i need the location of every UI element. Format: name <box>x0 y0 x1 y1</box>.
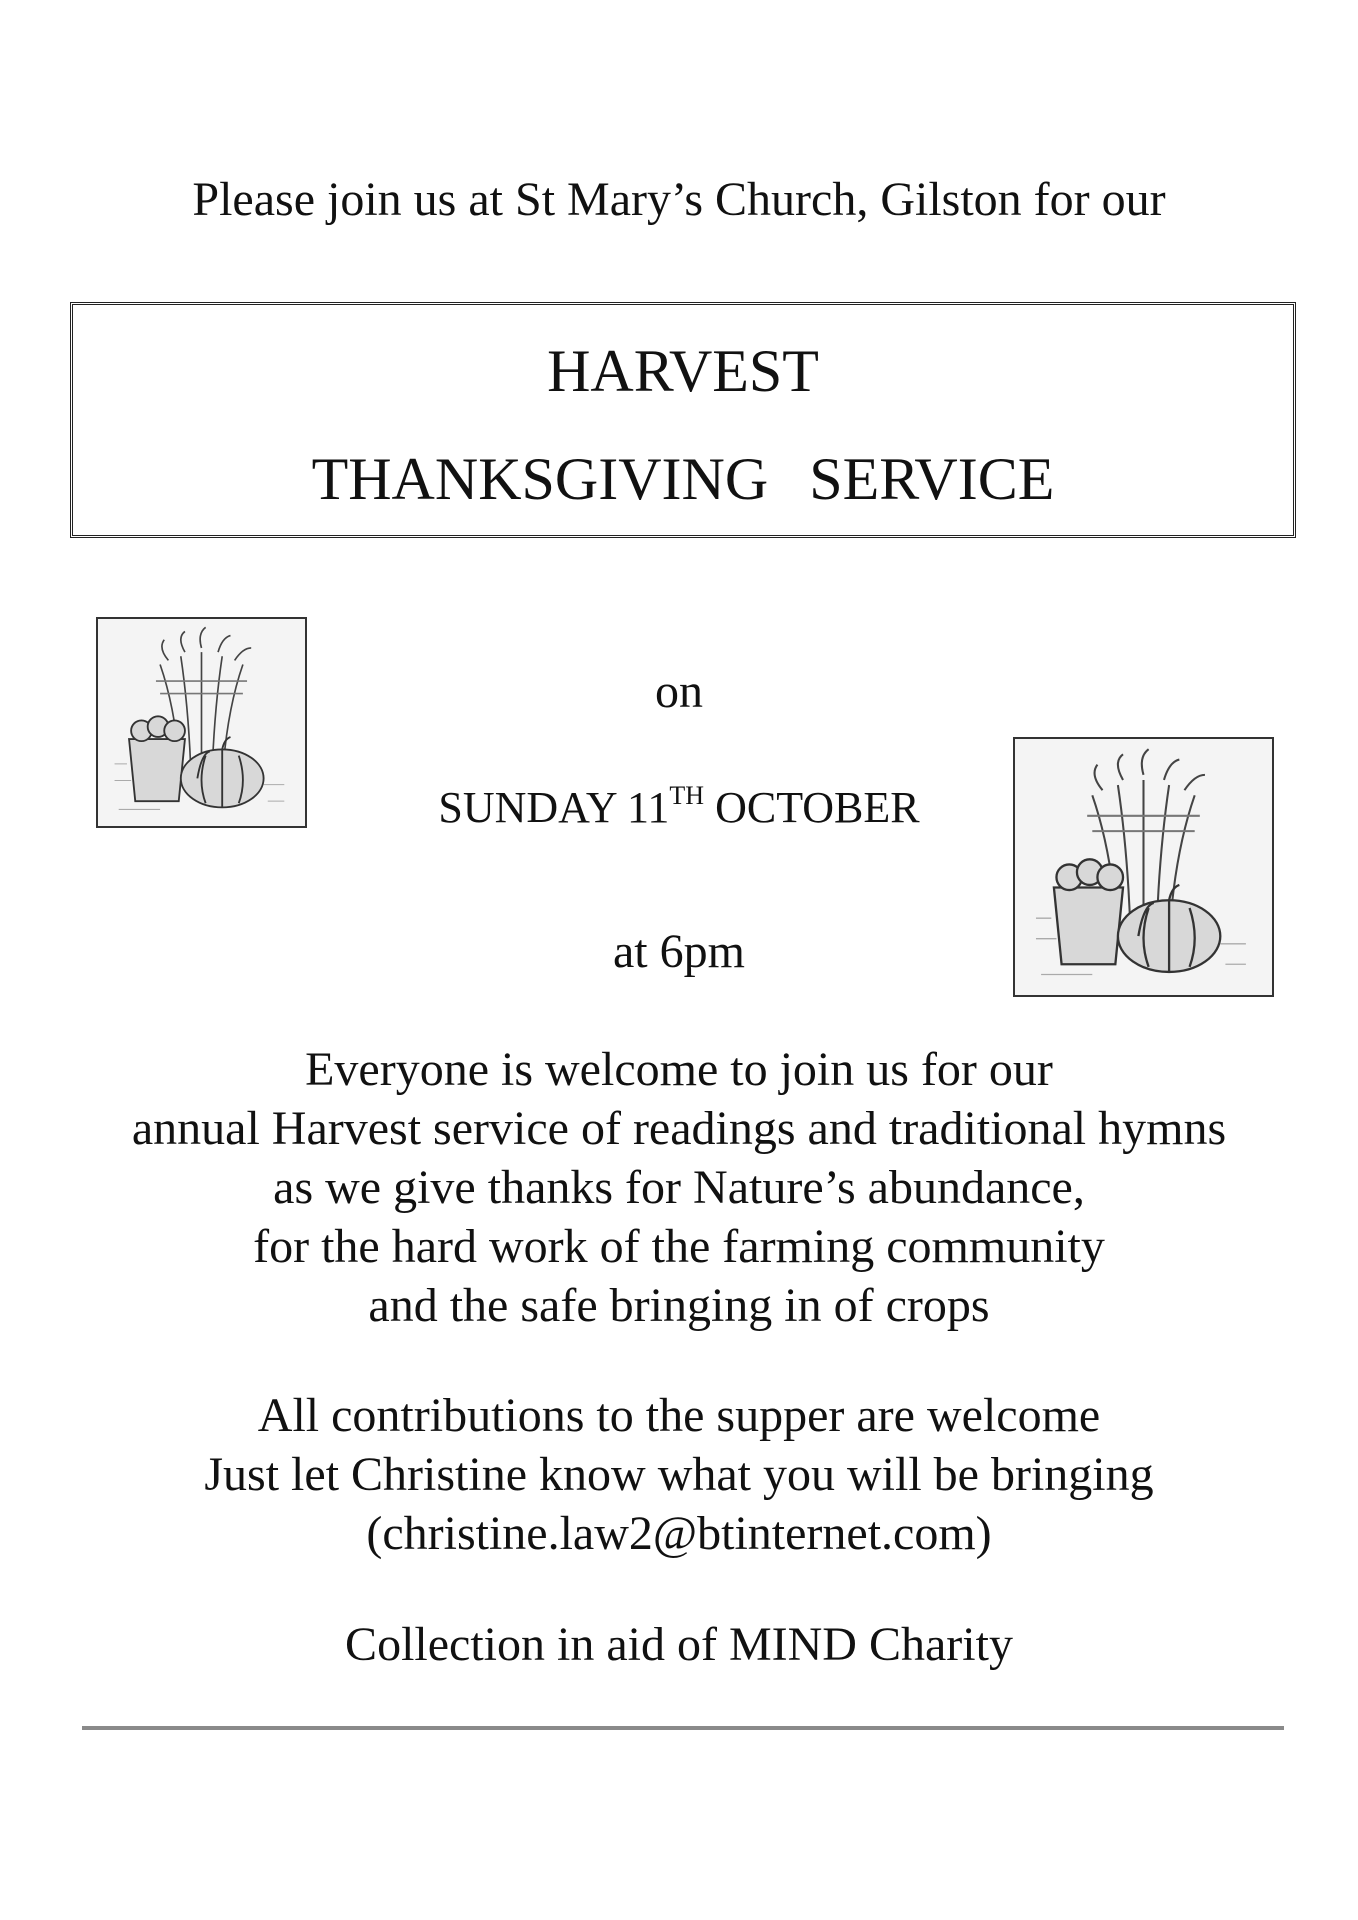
title-box <box>70 302 1296 538</box>
supper-paragraph <box>0 1386 1358 1563</box>
title-line-1: HARVEST <box>547 338 819 404</box>
welcome-line: as we give thanks for Nature’s abundance, <box>273 1161 1085 1214</box>
date-day: SUNDAY 11 <box>438 783 670 832</box>
welcome-paragraph <box>0 1040 1358 1335</box>
welcome-line: and the safe bringing in of crops <box>368 1279 990 1332</box>
supper-line: Just let Christine know what you will be bringing <box>204 1448 1154 1501</box>
collection-text: Collection in aid of MIND Charity <box>345 1618 1013 1671</box>
footer-divider <box>82 1726 1284 1730</box>
title-line-2: THANKSGIVING SERVICE <box>311 446 1055 512</box>
date-month: OCTOBER <box>715 783 920 832</box>
welcome-line: Everyone is welcome to join us for our <box>305 1043 1053 1096</box>
welcome-line: annual Harvest service of readings and traditional hymns <box>131 1102 1227 1155</box>
welcome-line: for the hard work of the farming community <box>253 1220 1105 1273</box>
intro-text: Please join us at St Mary’s Church, Gilston for our <box>192 173 1166 226</box>
service-time: at 6pm <box>613 925 745 978</box>
on-text: on <box>655 665 703 718</box>
supper-line: All contributions to the supper are welcome <box>257 1389 1101 1442</box>
date-suffix: TH <box>669 781 705 810</box>
contact-email: (christine.law2@btinternet.com) <box>366 1507 992 1560</box>
